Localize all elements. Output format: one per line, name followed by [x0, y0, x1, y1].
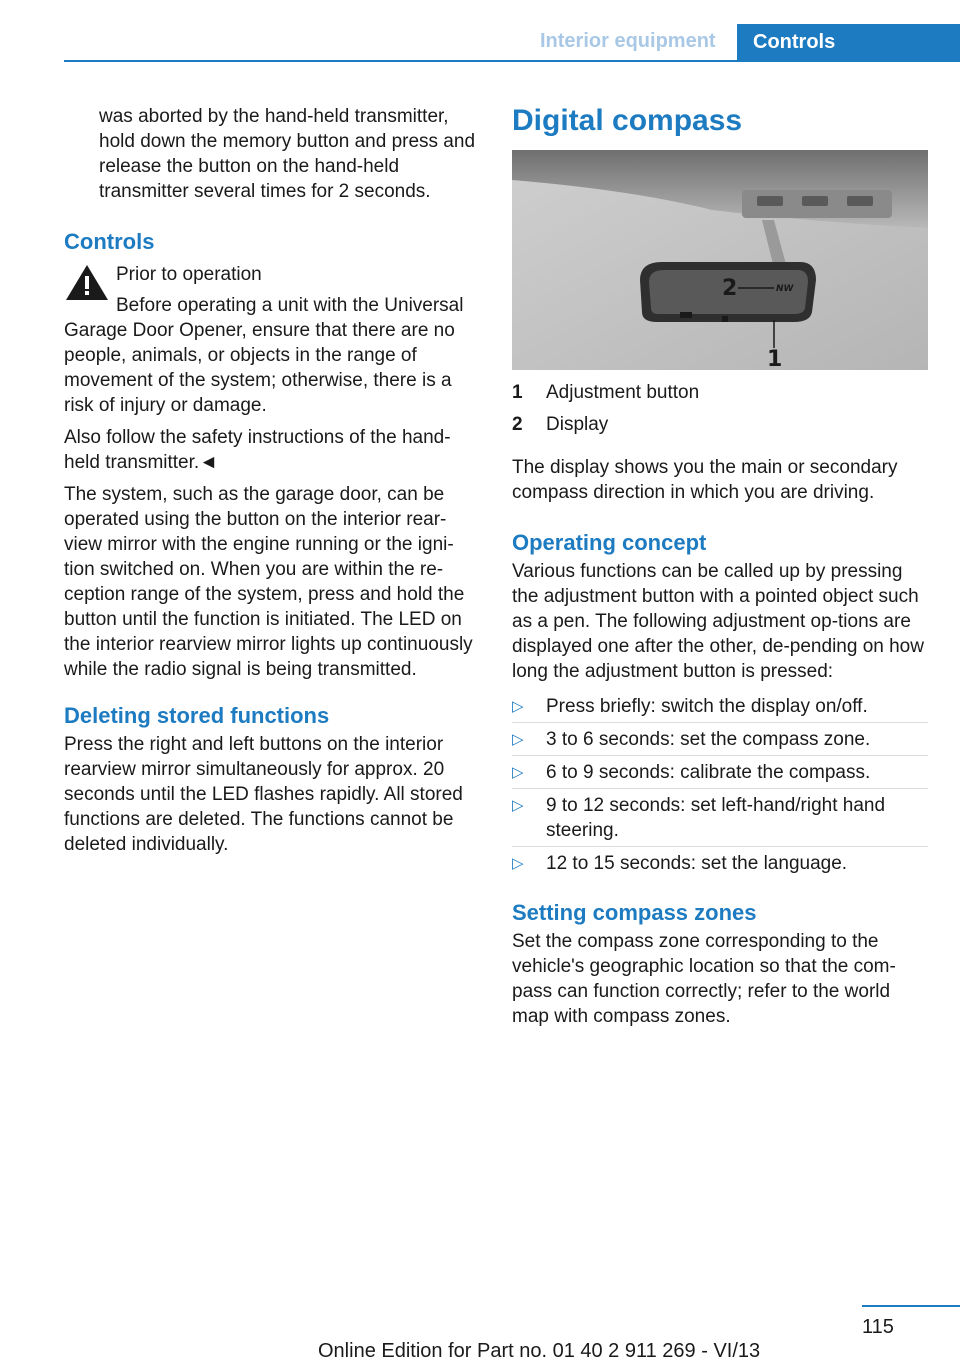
warning-icon [64, 262, 110, 302]
triangle-bullet-icon: ▷ [512, 731, 524, 748]
list-item [512, 723, 928, 756]
compass-title: Digital compass [512, 104, 743, 137]
legend-item [512, 380, 928, 412]
footer-rule [862, 1305, 960, 1307]
list-item [512, 789, 928, 847]
figure-legend [512, 380, 928, 437]
warning-box [64, 262, 482, 287]
triangle-bullet-icon: ▷ [512, 764, 524, 781]
step-text: 9 to 12 seconds: set left-hand/right hand steering. [546, 795, 886, 841]
controls-heading: Controls [64, 229, 155, 254]
left-column [64, 104, 482, 857]
zones-heading: Setting compass zones [512, 900, 757, 925]
display-paragraph: The display shows you the main or secondary compass direction in which you are driving. [512, 457, 898, 503]
deleting-heading: Deleting stored functions [64, 703, 330, 728]
legend-number: 1 [512, 382, 523, 403]
figure-label-2: 2 [722, 276, 738, 301]
figure-label-1: 1 [767, 347, 783, 370]
deleting-paragraph: Press the right and left buttons on the interior rearview mirror simultaneously for approx. 20 seconds until the LED flashes rapidly. All stored functions are deleted. The functions cannot be deleted individually. [64, 734, 463, 855]
figure-label-nw: NW [776, 284, 794, 294]
header-section: Interior equipment [540, 30, 716, 52]
list-item [512, 756, 928, 789]
mirror-figure [512, 150, 928, 370]
legend-number: 2 [512, 414, 523, 435]
step-text: 3 to 6 seconds: set the compass zone. [546, 729, 871, 750]
legend-item [512, 412, 928, 437]
adjustment-steps-list [512, 690, 928, 879]
triangle-bullet-icon: ▷ [512, 797, 524, 814]
warning-title: Prior to operation [116, 264, 262, 285]
warning-text: Before operating a unit with the Universal Garage Door Opener, ensure that there are no people, animals, or objects in the range of movement of the system; otherwise, there is a risk of injury or damage. [64, 295, 464, 416]
header-rule [64, 60, 960, 62]
list-item [512, 847, 928, 879]
legend-label: Adjustment button [546, 382, 700, 403]
continued-paragraph: was aborted by the hand-held transmitter, hold down the memory button and press and release the button on the hand-held transmitter several times for 2 seconds. [99, 106, 476, 202]
edition-footer: Online Edition for Part no. 01 40 2 911 269 - VI/13 [318, 1340, 761, 1362]
system-paragraph: The system, such as the garage door, can be operated using the button on the interior rear-view mirror with the engine running or the igni-tion switched on. When you are within the re-ception range of the system, press and hold the button until the function is initiated. The LED on the interior rearview mirror lights up continuously while the radio signal is being transmitted. [64, 484, 473, 680]
triangle-bullet-icon: ▷ [512, 855, 524, 872]
operating-paragraph: Various functions can be called up by pressing the adjustment button with a pointed object such as a pen. The following adjustment op-tions are displayed one after the other, de-pending on how long the adjustment button is pressed: [512, 561, 924, 682]
page-number: 115 [862, 1316, 894, 1338]
warning-follow: Also follow the safety instructions of the hand-held transmitter.◄ [64, 427, 451, 473]
legend-label: Display [546, 414, 609, 435]
right-column [512, 104, 928, 1029]
step-text: Press briefly: switch the display on/off. [546, 696, 868, 717]
list-item [512, 690, 928, 723]
zones-paragraph: Set the compass zone corresponding to the vehicle's geographic location so that the com-pass can function correctly; refer to the world map with compass zones. [512, 931, 896, 1027]
step-text: 12 to 15 seconds: set the language. [546, 853, 848, 874]
header-chapter-tab: Controls [737, 24, 960, 62]
operating-heading: Operating concept [512, 530, 707, 555]
step-text: 6 to 9 seconds: calibrate the compass. [546, 762, 871, 783]
triangle-bullet-icon: ▷ [512, 698, 524, 715]
